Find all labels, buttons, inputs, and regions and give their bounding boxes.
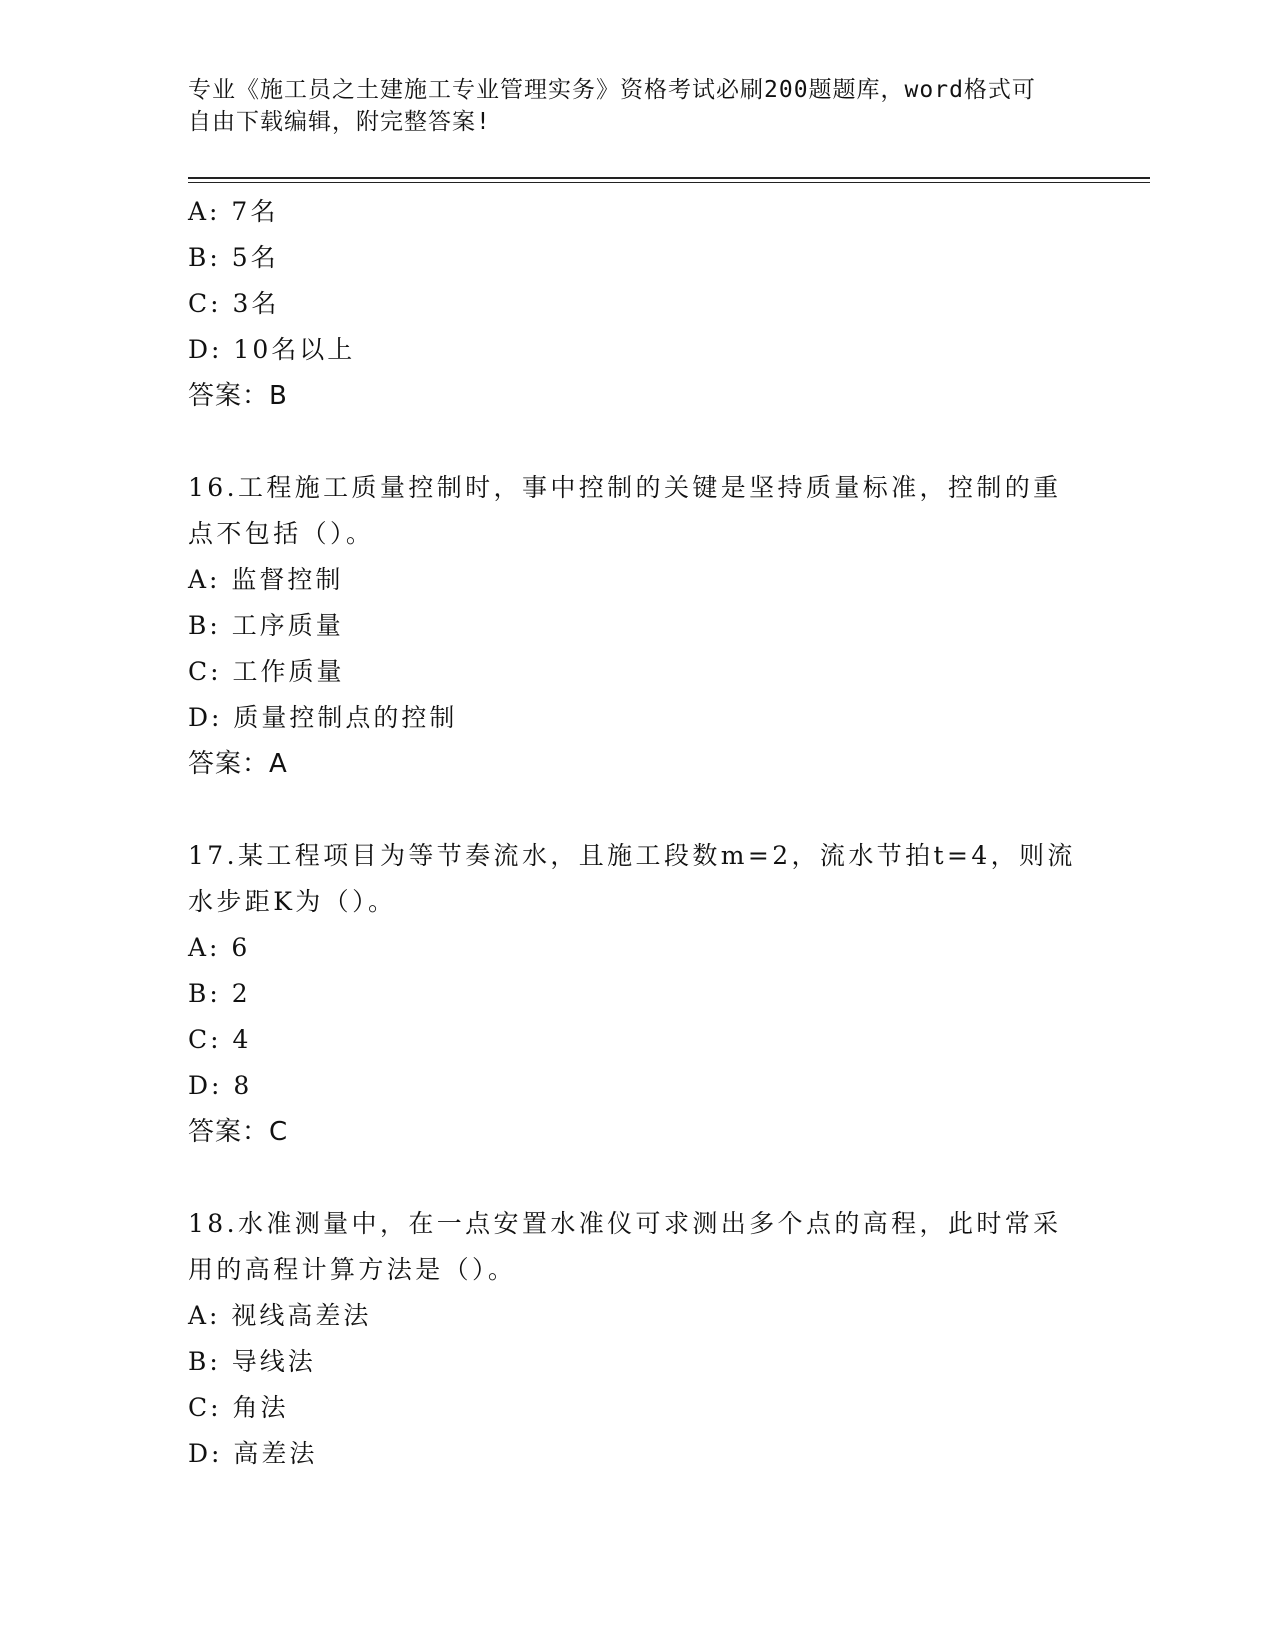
option-a: A: 监督控制 (188, 565, 344, 594)
question-16 (188, 465, 1088, 787)
option-b: B: 工序质量 (188, 611, 344, 640)
option-c: C: 工作质量 (188, 657, 345, 686)
answer-line: 答案：A (188, 749, 288, 779)
option-d: D: 质量控制点的控制 (188, 703, 458, 732)
question-spacer (188, 787, 1088, 833)
header-title-line-2: 自由下载编辑，附完整答案! (188, 109, 491, 135)
answer-line: 答案：C (188, 1117, 289, 1147)
option-d: D: 10名以上 (188, 335, 356, 364)
header-divider-bottom (188, 182, 1150, 183)
document-header (188, 74, 1068, 138)
option-d: D: 8 (188, 1071, 253, 1100)
option-b: B: 2 (188, 979, 251, 1008)
header-divider-top (188, 177, 1150, 179)
question-stem-line-2: 用的高程计算方法是（）。 (188, 1255, 517, 1284)
option-c: C: 角法 (188, 1393, 289, 1422)
option-b: B: 导线法 (188, 1347, 316, 1376)
question-18 (188, 1201, 1088, 1477)
option-b: B: 5名 (188, 243, 279, 272)
option-a: A: 6 (188, 933, 251, 962)
option-a: A: 7名 (188, 197, 279, 226)
question-spacer (188, 419, 1088, 465)
question-stem-line-2: 点不包括（）。 (188, 519, 375, 548)
question-stem-line-1: 18.水准测量中，在一点安置水准仪可求测出多个点的高程，此时常采 (188, 1209, 1062, 1238)
question-list (188, 189, 1088, 1477)
option-a: A: 视线高差法 (188, 1301, 372, 1330)
header-title-line-1: 专业《施工员之土建施工专业管理实务》资格考试必刷200题题库，word格式可 (188, 77, 1036, 103)
question-stem-line-2: 水步距K为（）。 (188, 887, 397, 916)
question-stem-line-1: 16.工程施工质量控制时，事中控制的关键是坚持质量标准，控制的重 (188, 473, 1062, 502)
answer-line: 答案：B (188, 381, 288, 411)
question-stem-line-1: 17.某工程项目为等节奏流水，且施工段数m=2，流水节拍t=4，则流 (188, 841, 1076, 870)
option-d: D: 高差法 (188, 1439, 318, 1468)
option-c: C: 3名 (188, 289, 280, 318)
question-17 (188, 833, 1088, 1155)
question-spacer (188, 1155, 1088, 1201)
question-15 (188, 189, 1088, 419)
option-c: C: 4 (188, 1025, 252, 1054)
